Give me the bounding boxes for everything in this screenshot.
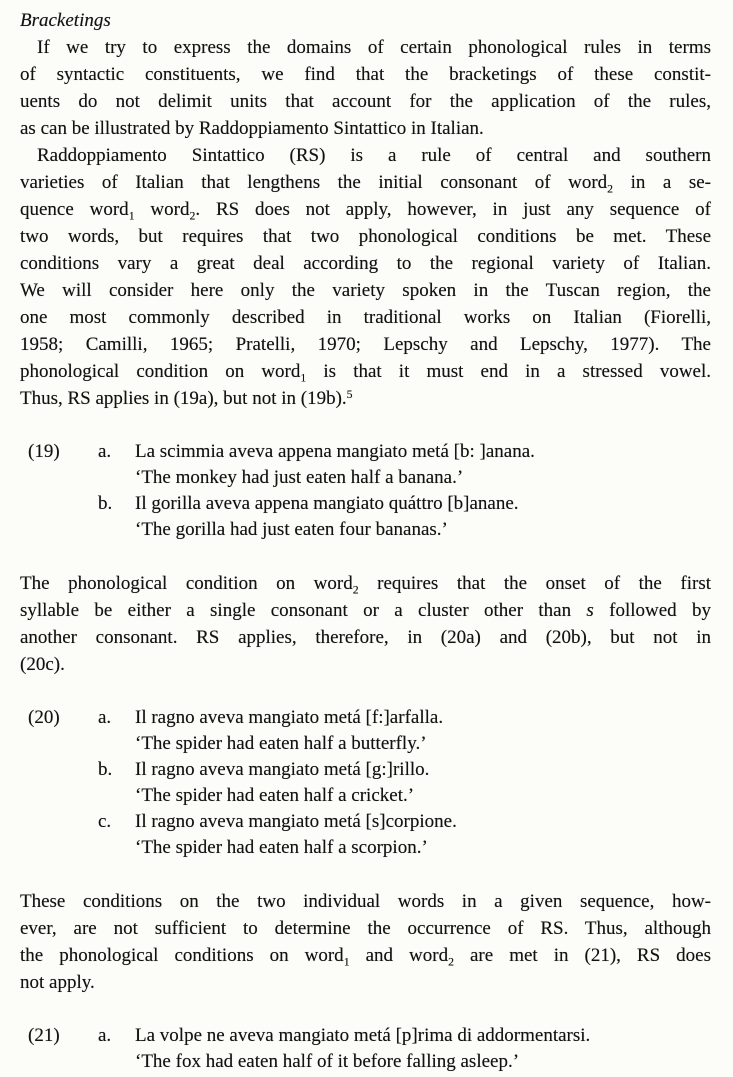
example-gloss: ‘The spider had eaten half a scorpion.’: [135, 837, 428, 858]
paragraph-line: two words, but requires that two phonological conditions be met. These: [20, 226, 711, 247]
example-letter: c.: [98, 811, 112, 832]
example-gloss: ‘The spider had eaten half a butterfly.’: [135, 733, 427, 754]
subscript-index: 1: [128, 209, 135, 223]
paragraph: [20, 570, 711, 678]
content-flow: [20, 34, 711, 1075]
example-sentence: La volpe ne aveva mangiato metá [p]rima di addormentarsi.: [135, 1025, 591, 1046]
example-number-spacer: [28, 783, 98, 809]
paragraph-line: phonological condition on word$_1$ is that it must end in a stressed vowel.: [20, 361, 712, 385]
paragraph-line: not apply.: [20, 972, 95, 993]
example-number-spacer: [28, 517, 98, 543]
paragraph-line: Raddoppiamento Sintattico (RS) is a rule of central and southern: [37, 145, 711, 166]
example-letter: a.: [98, 1025, 112, 1046]
example-letter: b.: [98, 759, 113, 780]
example-number: (21): [28, 1025, 60, 1046]
paragraph: [20, 888, 711, 996]
example-number: [28, 491, 98, 517]
example-number-spacer: [28, 731, 98, 757]
subscript-index: 2: [352, 583, 359, 597]
footnote-marker: 5: [346, 388, 353, 402]
paragraph: [20, 34, 711, 142]
paragraph-line: of syntactic constituents, we find that the bracketings of these constit-: [20, 64, 711, 85]
example-sentence: Il ragno aveva mangiato metá [f:]arfalla.: [135, 707, 444, 728]
example-block: [28, 439, 711, 543]
example-gloss: ‘The gorilla had just eaten four bananas.’: [135, 519, 448, 540]
paragraph-line: These conditions on the two individual words in a given sequence, how-: [20, 891, 711, 912]
example-letter-spacer: [98, 783, 135, 809]
example-sentence: Il ragno aveva mangiato metá [s]corpione.: [135, 811, 457, 832]
example-sentence: La scimmia aveva appena mangiato metá [b: ]anana.: [135, 441, 535, 462]
example-sentence: Il gorilla aveva appena mangiato quáttro [b]anane.: [135, 493, 519, 514]
example-letter-spacer: [98, 835, 135, 861]
paragraph-line: syllable be either a single consonant or a cluster other than s followed by: [20, 600, 711, 621]
example-letter-spacer: [98, 731, 135, 757]
italic-run: s: [586, 600, 594, 621]
example-sentence: Il ragno aveva mangiato metá [g:]rillo.: [135, 759, 430, 780]
example-number-spacer: [28, 1049, 98, 1075]
example-number: [28, 809, 98, 835]
example-number: [28, 757, 98, 783]
example-letter: a.: [98, 707, 112, 728]
paragraph-line: 1958; Camilli, 1965; Pratelli, 1970; Lepschy and Lepschy, 1977). The: [20, 334, 711, 355]
example-gloss: ‘The fox had eaten half of it before falling asleep.’: [135, 1051, 520, 1072]
paragraph-line: as can be illustrated by Raddoppiamento Sintattico in Italian.: [20, 118, 484, 139]
paragraph: [20, 142, 711, 412]
example-gloss: ‘The monkey had just eaten half a banana.’: [135, 467, 464, 488]
paragraph-line: another consonant. RS applies, therefore, in (20a) and (20b), but not in: [20, 627, 711, 648]
paragraph-line: uents do not delimit units that account for the application of the rules,: [20, 91, 711, 112]
paragraph-line: varieties of Italian that lengthens the initial consonant of word$_2$ in a se-: [20, 172, 711, 196]
example-number-spacer: [28, 465, 98, 491]
example-letter: a.: [98, 441, 112, 462]
paragraph-line: Thus, RS applies in (19a), but not in (19b).$^5$: [20, 388, 353, 409]
paragraph-line: one most commonly described in traditional works on Italian (Fiorelli,: [20, 307, 711, 328]
example-number: (19): [28, 441, 60, 462]
example-letter-spacer: [98, 517, 135, 543]
example-letter-spacer: [98, 1049, 135, 1075]
paragraph-line: The phonological condition on word$_2$ requires that the onset of the first: [20, 573, 711, 597]
subscript-index: 2: [189, 209, 196, 223]
subscript-index: 2: [448, 955, 454, 969]
paragraph-line: We will consider here only the variety spoken in the Tuscan region, the: [20, 280, 711, 301]
paragraph-line: quence word$_1$ word$_2$. RS does not apply, however, in just any sequence of: [20, 199, 711, 223]
subscript-index: 2: [607, 182, 614, 196]
example-number: (20): [28, 707, 60, 728]
example-gloss: ‘The spider had eaten half a cricket.’: [135, 785, 415, 806]
example-letter-spacer: [98, 465, 135, 491]
paragraph-line: (20c).: [20, 654, 65, 675]
subscript-index: 1: [343, 955, 350, 969]
paragraph-line: ever, are not sufficient to determine the occurrence of RS. Thus, although: [20, 918, 711, 939]
paragraph-line: conditions vary a great deal according to the regional variety of Italian.: [20, 253, 711, 274]
example-number-spacer: [28, 835, 98, 861]
section-heading: Bracketings: [20, 10, 111, 31]
example-block: [28, 705, 711, 861]
paragraph-line: the phonological conditions on word$_1$ and word$_2$ are met in (21), RS does: [20, 945, 711, 969]
subscript-index: 1: [300, 371, 307, 385]
example-letter: b.: [98, 493, 113, 514]
paragraph-line: If we try to express the domains of certain phonological rules in terms: [37, 37, 711, 58]
example-block: [28, 1023, 711, 1075]
